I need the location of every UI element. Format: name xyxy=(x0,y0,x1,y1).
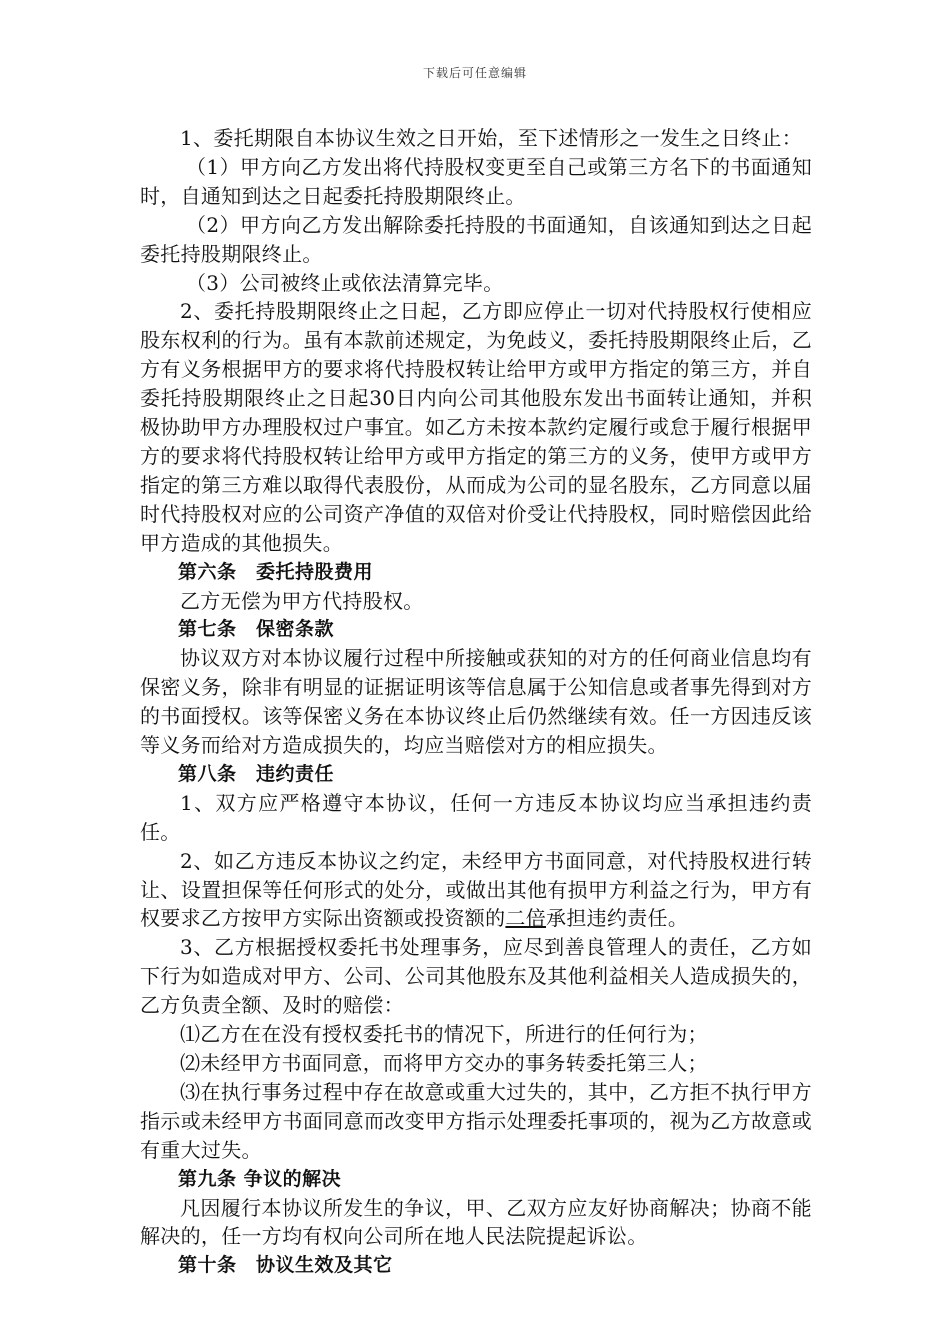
article8-item3: 3、乙方根据授权委托书处理事务，应尽到善良管理人的责任，乙方如下行为如造成对甲方、公司、公司其他股东及其他利益相关人造成损失的，乙方负责全额、及时的赔偿： xyxy=(140,935,812,1018)
article9-title: 第九条 争议的解决 xyxy=(178,1167,342,1190)
article8-item1: 1、双方应严格遵守本协议，任何一方违反本协议均应当承担违约责任。 xyxy=(140,790,812,844)
article8-item2-tail: 承担违约责任。 xyxy=(546,906,689,931)
article5-sub3: （3）公司被终止或依法清算完毕。 xyxy=(186,270,504,295)
article5-item1: 1、委托期限自本协议生效之日开始，至下述情形之一发生之日终止： xyxy=(180,126,803,150)
article8-sub1: ⑴乙方在在没有授权委托书的情况下，所进行的任何行为； xyxy=(180,1022,708,1047)
article8-title: 第八条 违约责任 xyxy=(178,762,335,785)
page-header-note: 下载后可任意编辑 xyxy=(422,66,527,80)
article8-item2-text: 2、如乙方违反本协议之约定，未经甲方书面同意，对代持股权进行转让、设置担保等任何形式的处分，或做出其他有损甲方利益之行为，甲方有权要求乙方按甲方实际出资额或投资额的 xyxy=(140,848,812,931)
article9-body: 凡因履行本协议所发生的争议，甲、乙双方应友好协商解决；协商不能解决的，任一方均有权向公司所在地人民法院提起诉讼。 xyxy=(140,1195,812,1249)
article8-item2-underlined: 二倍 xyxy=(505,906,547,931)
article5-item2: 2、委托持股期限终止之日起，乙方即应停止一切对代持股权行使相应股东权利的行为。虽有本款前述规定，为免歧义，委托持股期限终止后，乙方有义务根据甲方的要求将代持股权转让给甲方或甲方指定的第三方，并自委托持股期限终止之日起30日内向公司其他股东发出书面转让通知，并积极协助甲方办理股权过户事宜。如乙方未按本款约定履行或怠于履行根据甲方的要求将代持股权转让给甲方或甲方指定的第三方的义务，使甲方或甲方指定的第三方难以取得代表股份，从而成为公司的显名股东，乙方同意以届时代持股权对应的公司资产净值的双倍对价受让代持股权，同时赔偿因此给甲方造成的其他损失。 xyxy=(140,299,812,555)
article8-sub2: ⑵未经甲方书面同意，而将甲方交办的事务转委托第三人； xyxy=(180,1051,708,1075)
document-body xyxy=(140,124,812,1280)
article6-title: 第六条 委托持股费用 xyxy=(178,560,374,583)
article5-sub1: （1）甲方向乙方发出将代持股权变更至自己或第三方名下的书面通知时，自通知到达之日起委托持股期限终止。 xyxy=(140,154,812,208)
article10-title: 第十条 协议生效及其它 xyxy=(178,1254,393,1277)
article7-title: 第七条 保密条款 xyxy=(178,618,335,641)
article5-sub2: （2）甲方向乙方发出解除委托持股的书面通知，自该通知到达之日起委托持股期限终止。 xyxy=(140,212,812,266)
article8-sub3: ⑶在执行事务过程中存在故意或重大过失的，其中，乙方拒不执行甲方指示或未经甲方书面同意而改变甲方指示处理委托事项的，视为乙方故意或有重大过失。 xyxy=(140,1079,812,1162)
article7-body: 协议双方对本协议履行过程中所接触或获知的对方的任何商业信息均有保密义务，除非有明显的证据证明该等信息属于公知信息或者事先得到对方的书面授权。该等保密义务在本协议终止后仍然继续有效。任一方因违反该等义务而给对方造成损失的，均应当赔偿对方的相应损失。 xyxy=(140,646,812,758)
article6-body: 乙方无偿为甲方代持股权。 xyxy=(180,588,424,613)
article8-item2 xyxy=(140,847,812,934)
